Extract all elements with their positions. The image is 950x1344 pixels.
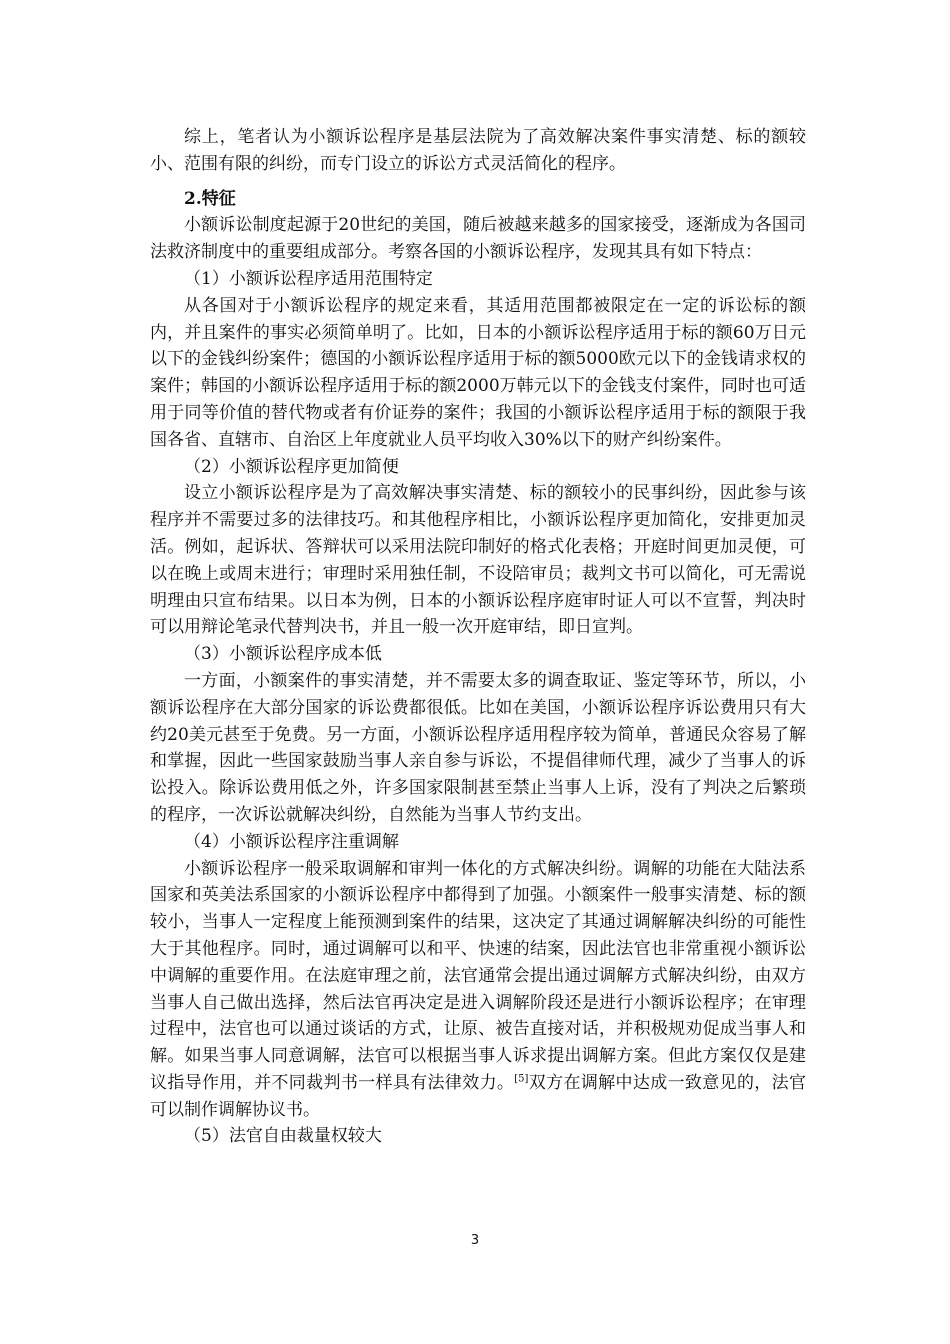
item-4-body-text: 小额诉讼程序一般采取调解和审判一体化的方式解决纠纷。调解的功能在大陆法系国家和英美法系国家的小额诉讼程序中都得到了加强。小额案件一般事实清楚、标的额较小，当事人一定程度上能预测到案件的结果，这决定了其通过调解解决纠纷的可能性大于其他程序。同时，通过调解可以和平、快速的结案，因此法官也非常重视小额诉讼中调解的重要作用。在法庭审理之前，法官通常会提出通过调解方式解决纠纷，由双方当事人自己做出选择，然后法官再决定是进入调解阶段还是进行小额诉讼程序；在审理过程中，法官也可以通过谈话的方式，让原、被告直接对话，并积极规劝促成当事人和解。如果当事人同意调解，法官可以根据当事人诉求提出调解方案。但此方案仅仅是建议指导作用，并不同裁判书一样具有法律效力。 (150, 858, 806, 1093)
summary-paragraph: 综上，笔者认为小额诉讼程序是基层法院为了高效解决案件事实清楚、标的额较小、范围有限的纠纷，而专门设立的诉讼方式灵活简化的程序。 (150, 127, 806, 174)
page-number: 3 (470, 1233, 480, 1248)
item-5-title: （5）法官自由裁量权较大 (184, 1126, 382, 1147)
section-heading: 2.特征 (184, 188, 236, 209)
item-1-title: （1）小额诉讼程序适用范围特定 (184, 268, 433, 289)
item-4-body-text-end: 双方在调解中达成一致意见的，法官可以制作调解协议书。 (150, 1072, 806, 1120)
item-1-body: 从各国对于小额诉讼程序的规定来看，其适用范围都被限定在一定的诉讼标的额内，并且案件的事实必须简单明了。比如，日本的小额诉讼程序适用于标的额60万日元以下的金钱纠纷案件；德国的小额诉讼程序适用于标的额5000欧元以下的金钱请求权的案件；韩国的小额诉讼程序适用于标的额2000万韩元以下的金钱支付案件，同时也可适用于同等价值的替代物或者有价证券的案件；我国的小额诉讼程序适用于标的额限于我国各省、直辖市、自治区上年度就业人员平均收入30%以下的财产纠纷案件。 (150, 295, 806, 450)
item-4-title: （4）小额诉讼程序注重调解 (184, 831, 399, 852)
item-3-title: （3）小额诉讼程序成本低 (184, 644, 382, 665)
intro-paragraph: 小额诉讼制度起源于20世纪的美国，随后被越来越多的国家接受，逐渐成为各国司法救济制度中的重要组成部分。考察各国的小额诉讼程序，发现其具有如下特点： (150, 215, 806, 263)
item-4-body (150, 856, 806, 1124)
document-body (150, 124, 806, 1150)
citation-ref: [5] (514, 1073, 529, 1085)
item-2-body: 设立小额诉讼程序是为了高效解决事实清楚、标的额较小的民事纠纷，因此参与该程序并不需要过多的法律技巧。和其他程序相比，小额诉讼程序更加简化，安排更加灵活。例如，起诉状、答辩状可以采用法院印制好的格式化表格；开庭时间更加灵便，可以在晚上或周末进行；审理时采用独任制，不设陪审员；裁判文书可以简化，可无需说明理由只宣布结果。以日本为例，日本的小额诉讼程序庭审时证人可以不宣誓，判决时可以用辩论笔录代替判决书，并且一般一次开庭审结，即日宣判。 (150, 483, 806, 638)
item-3-body: 一方面，小额案件的事实清楚，并不需要太多的调查取证、鉴定等环节，所以，小额诉讼程序在大部分国家的诉讼费都很低。比如在美国，小额诉讼程序诉讼费用只有大约20美元甚至于免费。另一方面，小额诉讼程序适用程序较为简单，普通民众容易了解和掌握，因此一些国家鼓励当事人亲自参与诉讼，不提倡律师代理，减少了当事人的诉讼投入。除诉讼费用低之外，许多国家限制甚至禁止当事人上诉，没有了判决之后繁琐的程序，一次诉讼就解决纠纷，自然能为当事人节约支出。 (150, 670, 806, 825)
item-2-title: （2）小额诉讼程序更加简便 (184, 456, 399, 477)
